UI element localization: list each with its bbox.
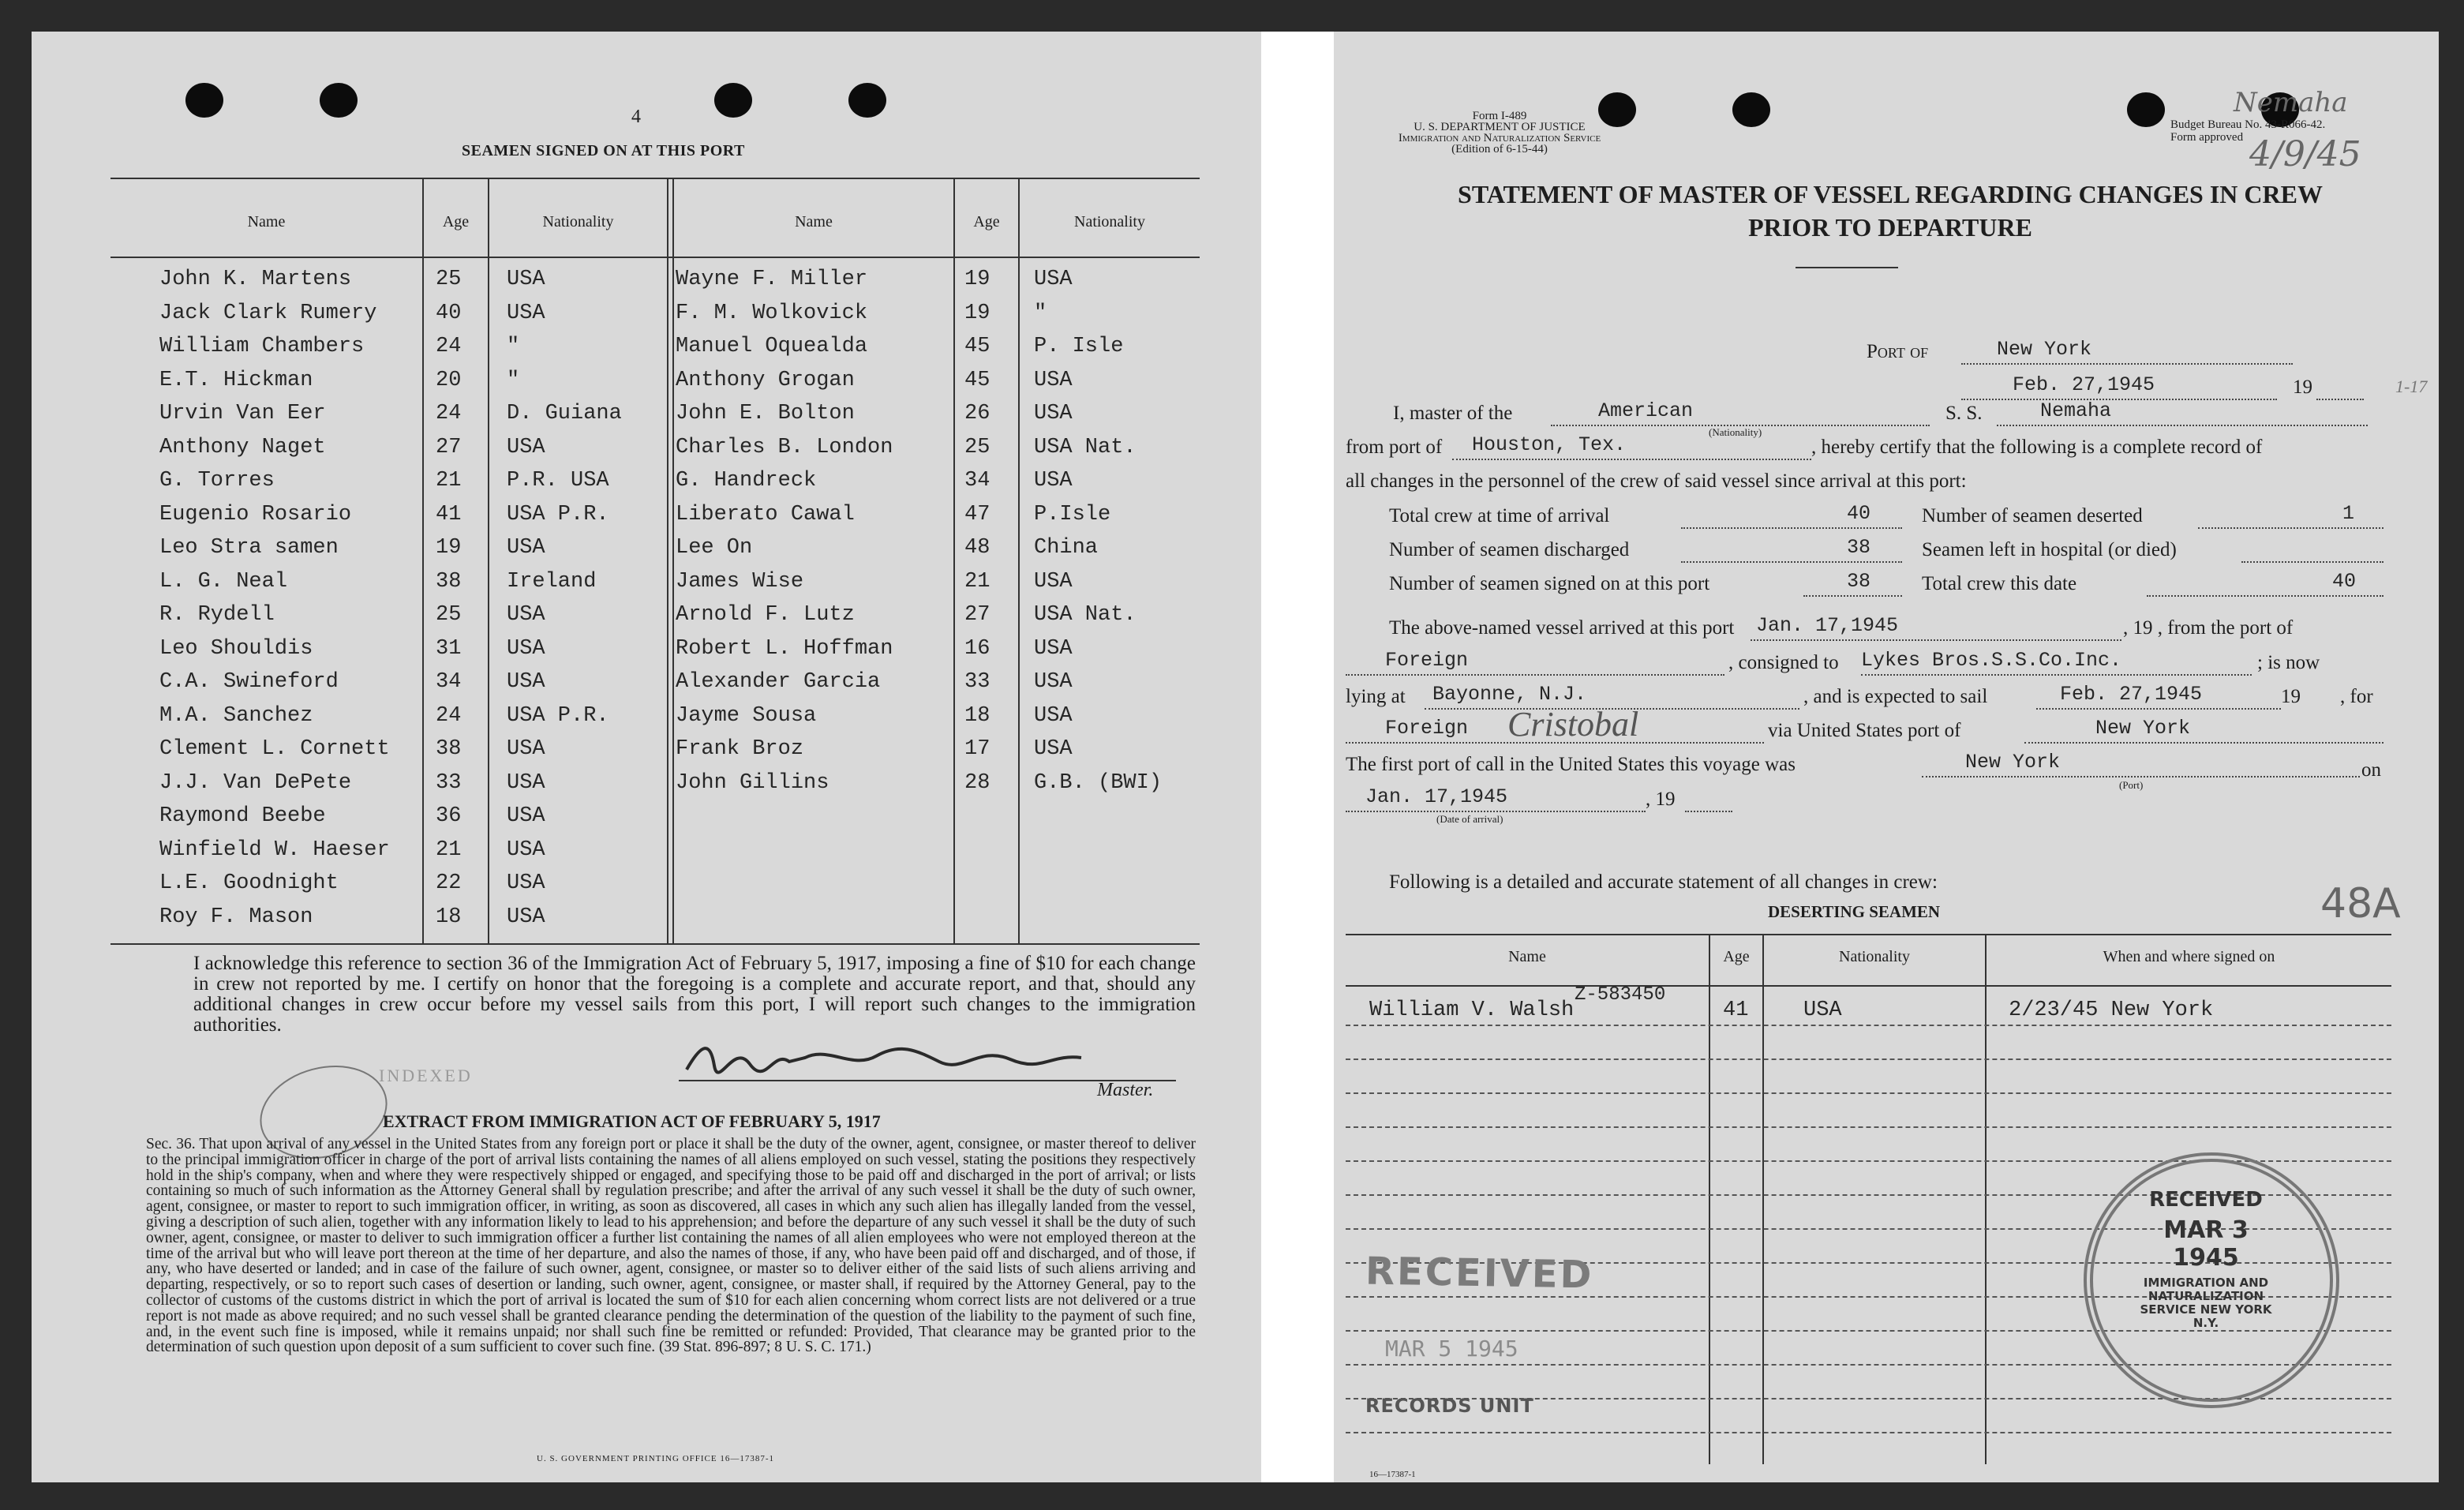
pencil-side-note: 1-17 xyxy=(2395,377,2428,396)
seaman-name: J.J. Van DePete xyxy=(159,770,352,795)
seaman-name: Clement L. Cornett xyxy=(159,737,390,761)
deserted-label: Number of seamen deserted xyxy=(1922,505,2143,526)
certify-text: , hereby certify that the following is a complete record of xyxy=(1811,437,2263,458)
seaman-name: Jayme Sousa xyxy=(676,703,817,728)
seaman-age: 18 xyxy=(964,703,990,728)
punch-hole xyxy=(714,83,752,118)
seaman-name: L. G. Neal xyxy=(159,569,288,594)
seaman-name: Alexander Garcia xyxy=(676,670,881,694)
col-header-nationality: Nationality xyxy=(1839,948,1910,965)
master-label: Master. xyxy=(1097,1080,1154,1100)
seaman-name: R. Rydell xyxy=(159,603,275,627)
seaman-nationality: USA xyxy=(507,905,545,929)
seaman-age: 33 xyxy=(436,770,462,795)
seaman-age: 47 xyxy=(964,502,990,526)
seaman-name: L.E. Goodnight xyxy=(159,871,339,895)
seaman-age: 34 xyxy=(436,670,462,694)
table-row xyxy=(110,766,1200,800)
nationality-value: American xyxy=(1598,399,1694,422)
seaman-age: 28 xyxy=(964,770,990,795)
seaman-name: Wayne F. Miller xyxy=(676,268,868,291)
extract-text: Sec. 36. That upon arrival of any vessel in the United States from any foreign port or place it shall be the duty of the owner, agent, consignee, or master thereof to deliver to the principal immigration officer in charge of the port of arrival lists containing the names of all aliens employed on such vessel, stating the positions they respectively hold in the ship's company, when and where they were respectively shipped or engaged, and specifying those to be paid off and discharged in the port of arrival; or lists containing so much of such information as the Attorney General shall by regulation prescribe; and after the arrival of any such vessel it shall be the duty of such owner, agent, consignee, or master to report to such immigration officer, in writing, as soon as discovered, all cases in which any such alien has illegally landed from the vessel, giving a description of such alien, together with any information likely to lead to his apprehension; and before the departure of any such vessel it shall be the duty of such owner, agent, consignee, or master to deliver to such immigration officer a further list containing the names of all alien employees who were not employed thereon at the time of the arrival but who will leave port thereon at the time of her departure, and also the names of those, if any, who have been paid off and discharged, and of those, if any, who have deserted or landed; and in case of the failure of such owner, agent, consignee, or master so to deliver either of the said lists of such aliens arriving and departing, respectively, or so to report such cases of desertion or landing, such owner, agent, consignee, or master shall, if required by the Attorney General, pay to the collector of customs of the customs district in which the port of arrival is located the sum of $10 for each alien concerning whom correct lists are not delivered or a true report is not made as above required; and no such vessel shall be granted clearance pending the determination of the question of the liability to the payment of such fine, and, in the event such fine is imposed, while it remains unpaid; nor shall such fine be remitted or refunded: Provided, That clearance may be granted prior to the determination of such question upon deposit of a sum sufficient to cover such fine. (39 Stat. 896-897; 8 U. S. C. 171.) xyxy=(146,1136,1196,1356)
table-row xyxy=(110,364,1200,397)
table-row xyxy=(110,431,1200,464)
ins-stamp-text xyxy=(2127,1188,2285,1330)
seaman-nationality: USA xyxy=(1034,569,1073,594)
via-port: New York xyxy=(2095,717,2191,740)
seaman-nationality: USA xyxy=(507,770,545,795)
col-header-age: Age xyxy=(1723,948,1750,965)
edition: (Edition of 6-15-44) xyxy=(1451,143,1548,155)
col-header-name: Name xyxy=(247,213,286,230)
seaman-age: 41 xyxy=(436,502,462,526)
from-foreign: Foreign xyxy=(1385,649,1469,672)
seaman-nationality: USA Nat. xyxy=(1034,435,1137,459)
table-row xyxy=(110,531,1200,564)
punch-hole xyxy=(848,83,886,118)
seaman-name: Winfield W. Haeser xyxy=(159,837,390,862)
seaman-nationality: USA P.R. xyxy=(507,703,609,728)
seaman-name: Liberato Cawal xyxy=(676,502,855,526)
seaman-nationality: " xyxy=(507,368,520,392)
seaman-age: 45 xyxy=(964,368,990,392)
table-row xyxy=(110,498,1200,531)
col-header-nationality: Nationality xyxy=(542,213,614,230)
seaman-name: F. M. Wolkovick xyxy=(676,301,868,325)
received-date: MAR 5 1945 xyxy=(1385,1336,1518,1362)
document-sheet xyxy=(32,32,2439,1482)
seaman-nationality: USA xyxy=(1034,737,1073,761)
first-date: Jan. 17,1945 xyxy=(1365,785,1508,808)
seaman-nationality: P.R. USA xyxy=(507,469,609,493)
hospital-label: Seamen left in hospital (or died) xyxy=(1922,539,2177,560)
seaman-age: 38 xyxy=(436,569,462,594)
seaman-nationality: USA xyxy=(507,268,545,291)
seaman-nationality: USA xyxy=(1034,670,1073,694)
row-divider xyxy=(1346,1058,2391,1060)
deserter-signed-on: 2/23/45 New York xyxy=(2009,999,2214,1022)
table-row xyxy=(110,665,1200,699)
total-now-label: Total crew this date xyxy=(1922,573,2077,594)
nationality-hint: (Nationality) xyxy=(1709,426,1762,438)
table-row xyxy=(110,263,1200,296)
total-arrival-value: 40 xyxy=(1847,502,1871,525)
seaman-age: 19 xyxy=(964,268,990,291)
department: U. S. DEPARTMENT OF JUSTICE xyxy=(1414,121,1586,133)
seaman-nationality: " xyxy=(507,335,520,358)
table-row xyxy=(1346,984,2391,1024)
seaman-age: 19 xyxy=(436,536,462,560)
deserter-nationality: USA xyxy=(1803,999,1842,1022)
seaman-nationality: USA xyxy=(507,636,545,661)
deserting-title: DESERTING SEAMEN xyxy=(1768,902,1941,921)
col-header-signed-on: When and where signed on xyxy=(2103,948,2275,965)
gpo-imprint-right: 16—17387-1 xyxy=(1369,1470,1416,1479)
seaman-name: John E. Bolton xyxy=(676,402,855,425)
seaman-name: G. Torres xyxy=(159,469,275,493)
row-divider xyxy=(1346,1126,2391,1128)
table-row xyxy=(110,330,1200,363)
seaman-nationality: USA xyxy=(507,804,545,828)
seaman-nationality: D. Guiana xyxy=(507,402,622,425)
seaman-name: Lee On xyxy=(676,536,753,560)
seaman-age: 25 xyxy=(436,268,462,291)
table-row xyxy=(110,632,1200,665)
seaman-age: 31 xyxy=(436,636,462,661)
seaman-nationality: USA xyxy=(1034,268,1073,291)
seaman-age: 34 xyxy=(964,469,990,493)
col-header-name: Name xyxy=(1508,948,1546,965)
col-header-nationality: Nationality xyxy=(1074,213,1145,230)
seaman-age: 38 xyxy=(436,737,462,761)
deserted-value: 1 xyxy=(2342,502,2355,525)
ss-label: S. S. xyxy=(1945,403,1983,424)
col-header-name: Name xyxy=(795,213,833,230)
gpo-imprint: U. S. GOVERNMENT PRINTING OFFICE 16—17387-1 xyxy=(537,1454,775,1463)
total-arrival-label: Total crew at time of arrival xyxy=(1389,505,1610,526)
seaman-nationality: " xyxy=(1034,301,1047,325)
seaman-nationality: USA xyxy=(1034,402,1073,425)
seaman-name: Leo Shouldis xyxy=(159,636,313,661)
punch-hole xyxy=(185,83,223,118)
table-row xyxy=(110,598,1200,631)
seaman-age: 40 xyxy=(436,301,462,325)
table-row xyxy=(110,800,1200,833)
pencil-date: 4/9/45 xyxy=(2249,134,2361,174)
deserter-age: 41 xyxy=(1723,999,1749,1022)
seaman-name: G. Handreck xyxy=(676,469,817,493)
seaman-name: James Wise xyxy=(676,569,804,594)
seaman-age: 21 xyxy=(436,837,462,862)
sail-suffix: 19 xyxy=(2281,686,2301,707)
seaman-age: 27 xyxy=(436,435,462,459)
form-header xyxy=(1365,111,1634,155)
page-fold xyxy=(1261,32,1334,1482)
seaman-age: 17 xyxy=(964,737,990,761)
date-value: Feb. 27,1945 xyxy=(2013,373,2155,396)
seaman-nationality: USA Nat. xyxy=(1034,603,1137,627)
arrived-label: The above-named vessel arrived at this port xyxy=(1389,617,1735,639)
seaman-age: 26 xyxy=(964,402,990,425)
first-port: New York xyxy=(1965,751,2061,774)
punch-hole xyxy=(320,83,358,118)
from-port-label: from port of xyxy=(1346,437,1443,458)
date-suffix: 19 xyxy=(2293,377,2312,398)
seaman-age: 45 xyxy=(964,335,990,358)
page-number: 4 xyxy=(631,107,641,127)
seaman-nationality: USA xyxy=(507,536,545,560)
row-divider xyxy=(1346,1025,2391,1026)
left-title: SEAMEN SIGNED ON AT THIS PORT xyxy=(462,142,745,159)
seaman-name: Arnold F. Lutz xyxy=(676,603,855,627)
seaman-name: John K. Martens xyxy=(159,268,352,291)
seaman-name: M.A. Sanchez xyxy=(159,703,313,728)
arrived-date: Jan. 17,1945 xyxy=(1756,614,1899,637)
row-divider xyxy=(1346,1092,2391,1094)
consigned-label: , consigned to xyxy=(1728,652,1839,673)
discharged-label: Number of seamen discharged xyxy=(1389,539,1630,560)
table-row xyxy=(110,699,1200,733)
row-divider xyxy=(1346,1432,2391,1433)
consignee: Lykes Bros.S.S.Co.Inc. xyxy=(1861,649,2122,672)
lying-at: Bayonne, N.J. xyxy=(1432,683,1587,706)
from-port-value: Houston, Tex. xyxy=(1472,433,1627,456)
sail-date: Feb. 27,1945 xyxy=(2060,683,2203,706)
budget-number: Budget Bureau No. 43-R066-42. xyxy=(2170,118,2326,131)
seaman-age: 21 xyxy=(964,569,990,594)
indexed-stamp: INDEXED xyxy=(379,1066,473,1085)
seaman-name: Urvin Van Eer xyxy=(159,402,326,425)
seaman-name: C.A. Swineford xyxy=(159,670,339,694)
seamen-signed-table xyxy=(110,178,1200,945)
seaman-nationality: USA xyxy=(507,737,545,761)
seaman-nationality: USA xyxy=(507,837,545,862)
title-rule xyxy=(1796,267,1898,268)
pencil-note-top: Nemaha xyxy=(2234,87,2348,118)
for-label: , for xyxy=(2340,686,2373,707)
master-of-label: I, master of the xyxy=(1393,403,1513,424)
seaman-name: John Gillins xyxy=(676,770,829,795)
seaman-name: Roy F. Mason xyxy=(159,905,313,929)
on-label: on xyxy=(2361,759,2381,781)
col-header-age: Age xyxy=(442,213,470,230)
seaman-name: Eugenio Rosario xyxy=(159,502,352,526)
seaman-name: William Chambers xyxy=(159,335,365,358)
seaman-age: 25 xyxy=(436,603,462,627)
extract-title: EXTRACT FROM IMMIGRATION ACT OF FEBRUARY 5, 1917 xyxy=(383,1111,881,1131)
date-of-arrival-hint: (Date of arrival) xyxy=(1436,813,1503,825)
table-row xyxy=(110,464,1200,497)
seaman-nationality: Ireland xyxy=(507,569,597,594)
seaman-name: Raymond Beebe xyxy=(159,804,326,828)
table-row xyxy=(110,834,1200,867)
seaman-age: 25 xyxy=(964,435,990,459)
seaman-name: Leo Stra samen xyxy=(159,536,339,560)
seaman-age: 24 xyxy=(436,335,462,358)
lying-label: lying at xyxy=(1346,686,1406,707)
table-row xyxy=(110,733,1200,766)
punch-hole xyxy=(2127,92,2165,127)
table-row xyxy=(110,901,1200,934)
seaman-nationality: USA xyxy=(507,871,545,895)
table-row xyxy=(110,297,1200,330)
arrived-from-label: , 19 , from the port of xyxy=(2123,617,2294,639)
seaman-age: 27 xyxy=(964,603,990,627)
punch-hole xyxy=(1732,92,1770,127)
stamp-date: MAR 3 1945 xyxy=(2163,1216,2249,1272)
records-unit-stamp: RECORDS UNIT xyxy=(1365,1395,1534,1417)
received-stamp: RECEIVED xyxy=(1365,1249,1594,1298)
seaman-name: Robert L. Hoffman xyxy=(676,636,893,661)
form-approved: Form approved xyxy=(2170,131,2244,144)
seaman-nationality: USA xyxy=(507,435,545,459)
total-now-value: 40 xyxy=(2332,570,2357,593)
seaman-nationality: USA xyxy=(1034,703,1073,728)
seaman-nationality: China xyxy=(1034,536,1099,560)
port-label: Port of xyxy=(1867,341,1929,362)
seaman-age: 19 xyxy=(964,301,990,325)
following-text: Following is a detailed and accurate statement of all changes in crew: xyxy=(1389,871,1938,893)
table-row xyxy=(110,397,1200,430)
seaman-nationality: P. Isle xyxy=(1034,335,1124,358)
service: Immigration and Naturalization Service xyxy=(1398,132,1601,144)
seaman-nationality: P.Isle xyxy=(1034,502,1111,526)
seaman-nationality: USA xyxy=(1034,469,1073,493)
seaman-nationality: USA xyxy=(1034,368,1073,392)
seaman-name: Manuel Oquealda xyxy=(676,335,868,358)
seaman-age: 24 xyxy=(436,703,462,728)
col-header-age: Age xyxy=(973,213,1000,230)
is-now-label: ; is now xyxy=(2257,652,2320,673)
form-number: Form I-489 xyxy=(1472,110,1527,122)
discharged-value: 38 xyxy=(1847,536,1871,559)
seaman-age: 20 xyxy=(436,368,462,392)
seaman-age: 33 xyxy=(964,670,990,694)
seaman-age: 16 xyxy=(964,636,990,661)
seaman-name: Anthony Naget xyxy=(159,435,326,459)
master-signature xyxy=(679,1034,1089,1081)
seaman-nationality: USA xyxy=(1034,636,1073,661)
seaman-nationality: USA xyxy=(507,301,545,325)
seaman-age: 24 xyxy=(436,402,462,425)
seaman-name: Anthony Grogan xyxy=(676,368,855,392)
first-port-label: The first port of call in the United States this voyage was xyxy=(1346,754,1796,775)
seaman-name: Charles B. London xyxy=(676,435,893,459)
signed-on-label: Number of seamen signed on at this port xyxy=(1389,573,1710,594)
seaman-nationality: USA xyxy=(507,603,545,627)
pencil-48a: 48A xyxy=(2320,880,2401,927)
acknowledgment-text: I acknowledge this reference to section 36 of the Immigration Act of February 5, 1917, imposing a fine of $10 for each change in crew not reported by me. I certify on honor that the foregoing is a complete and accurate report, and that, should any additional changes in crew occur before my vessel sails from this port, I will report such changes to the immigration authorities. xyxy=(193,953,1196,1036)
seaman-nationality: USA P.R. xyxy=(507,502,609,526)
seaman-age: 18 xyxy=(436,905,462,929)
seaman-age: 48 xyxy=(964,536,990,560)
certify-text-2: all changes in the personnel of the crew of said vessel since arrival at this port: xyxy=(1346,470,1967,492)
form-title: STATEMENT OF MASTER OF VESSEL REGARDING CHANGES IN CREW PRIOR TO DEPARTURE xyxy=(1458,180,2323,242)
port-value: New York xyxy=(1997,338,2092,361)
signed-on-value: 38 xyxy=(1847,570,1871,593)
destination-handwritten: Cristobal xyxy=(1507,705,1639,744)
ship-name: Nemaha xyxy=(2040,399,2112,422)
destination: Foreign xyxy=(1385,717,1469,740)
via-label: via United States port of xyxy=(1768,720,1961,741)
seaman-age: 21 xyxy=(436,469,462,493)
deserter-name: William V. Walsh xyxy=(1369,999,1575,1022)
seaman-nationality: USA xyxy=(507,670,545,694)
seaman-name: E.T. Hickman xyxy=(159,368,313,392)
seaman-name: Frank Broz xyxy=(676,737,804,761)
seaman-nationality: G.B. (BWI) xyxy=(1034,770,1163,795)
port-hint: (Port) xyxy=(2119,779,2144,791)
table-row xyxy=(110,565,1200,598)
stamp-agency: IMMIGRATION AND NATURALIZATION SERVICE NEW YORK N.Y. xyxy=(2140,1276,2272,1330)
seaman-age: 36 xyxy=(436,804,462,828)
deserter-ref: Z-583450 xyxy=(1575,984,1666,1006)
expected-label: , and is expected to sail xyxy=(1803,686,1988,707)
seaman-name: Jack Clark Rumery xyxy=(159,301,377,325)
table-row xyxy=(110,867,1200,900)
first-date-suffix: , 19 xyxy=(1646,789,1676,810)
seaman-age: 22 xyxy=(436,871,462,895)
stamp-received: RECEIVED xyxy=(2149,1188,2263,1212)
